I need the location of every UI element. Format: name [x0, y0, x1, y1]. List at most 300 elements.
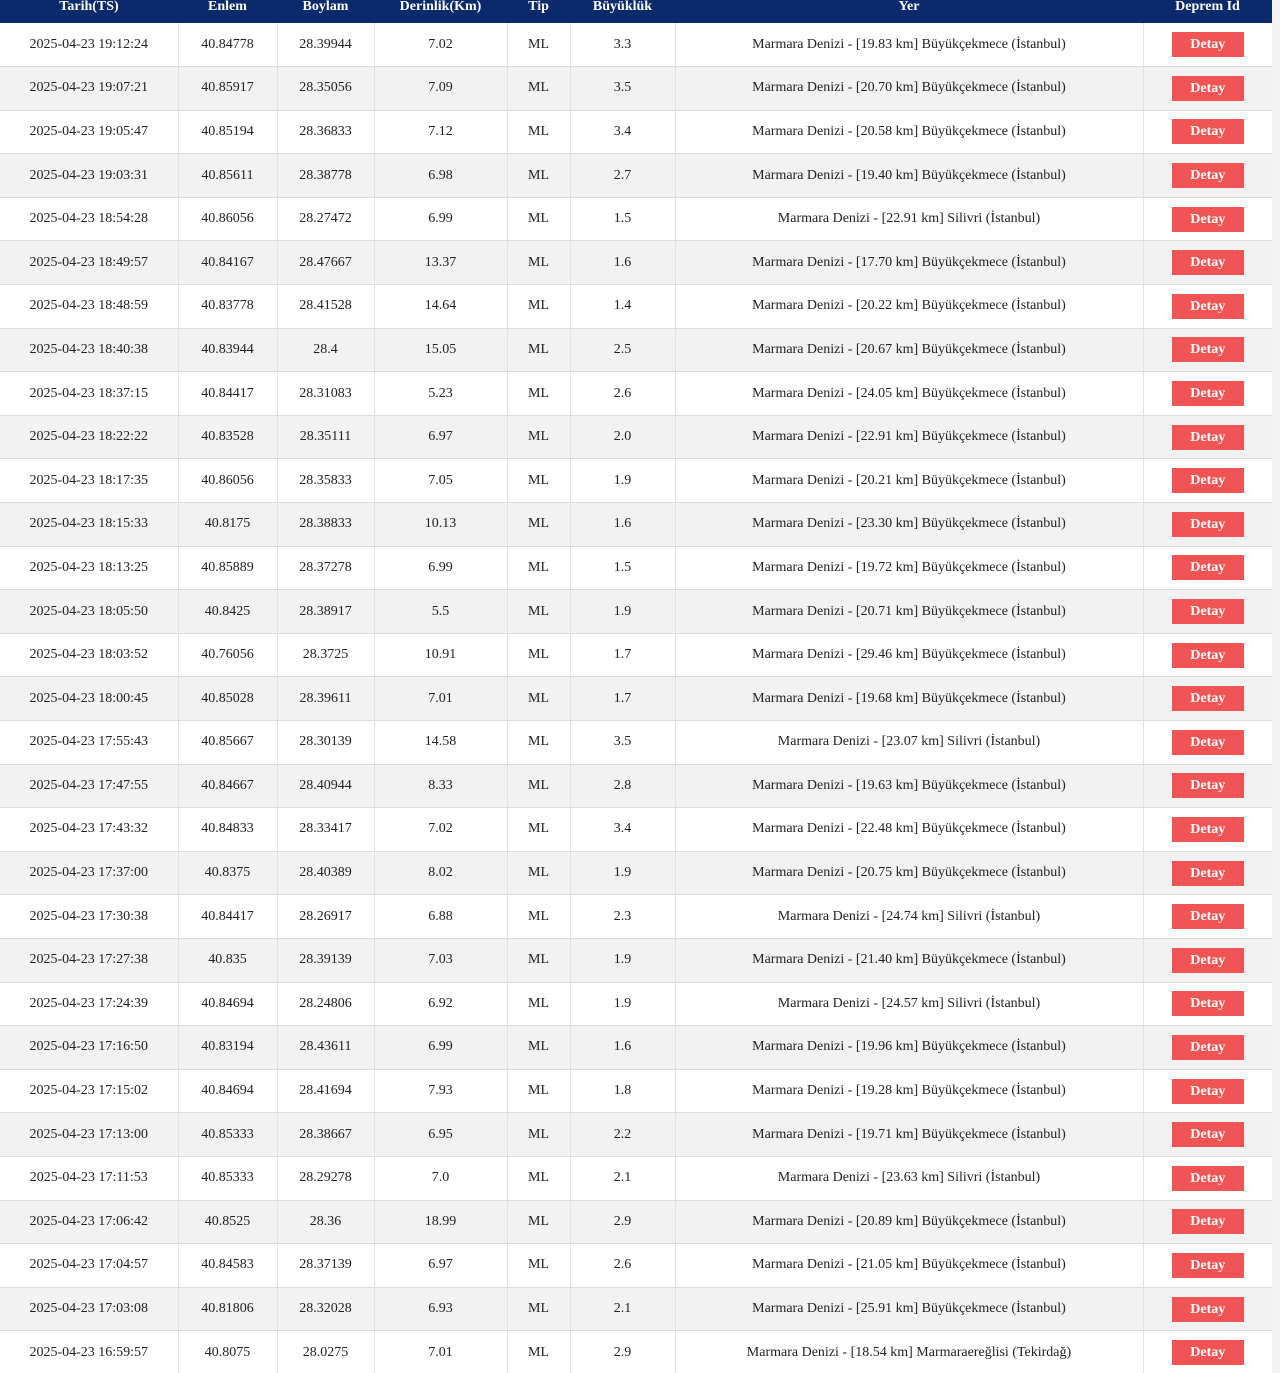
- detail-button[interactable]: Detay: [1172, 425, 1244, 450]
- detail-button[interactable]: Detay: [1172, 599, 1244, 624]
- cell-location: Marmara Denizi - [20.70 km] Büyükçekmece (İstanbul): [675, 67, 1143, 111]
- cell-earthquake-id: [1143, 721, 1272, 765]
- cell-latitude: 40.8075: [178, 1331, 277, 1373]
- cell-type: ML: [507, 633, 570, 677]
- cell-type: ML: [507, 851, 570, 895]
- cell-longitude: 28.38667: [277, 1113, 374, 1157]
- cell-type: ML: [507, 1156, 570, 1200]
- cell-type: ML: [507, 546, 570, 590]
- cell-date: 2025-04-23 19:03:31: [0, 154, 178, 198]
- cell-magnitude: 1.7: [570, 633, 675, 677]
- cell-latitude: 40.84167: [178, 241, 277, 285]
- table-row: [0, 938, 1272, 982]
- cell-earthquake-id: [1143, 23, 1272, 67]
- cell-latitude: 40.81806: [178, 1287, 277, 1331]
- cell-earthquake-id: [1143, 808, 1272, 852]
- cell-latitude: 40.76056: [178, 633, 277, 677]
- column-header-earthquake-id[interactable]: Deprem Id: [1143, 0, 1272, 23]
- cell-longitude: 28.31083: [277, 372, 374, 416]
- cell-depth: 7.93: [374, 1069, 507, 1113]
- cell-depth: 6.93: [374, 1287, 507, 1331]
- cell-depth: 6.92: [374, 982, 507, 1026]
- table-row: [0, 1069, 1272, 1113]
- cell-depth: 15.05: [374, 328, 507, 372]
- cell-latitude: 40.85028: [178, 677, 277, 721]
- cell-location: Marmara Denizi - [23.63 km] Silivri (İstanbul): [675, 1156, 1143, 1200]
- cell-earthquake-id: [1143, 197, 1272, 241]
- cell-magnitude: 2.9: [570, 1200, 675, 1244]
- table-row: [0, 590, 1272, 634]
- cell-latitude: 40.85917: [178, 67, 277, 111]
- cell-earthquake-id: [1143, 1069, 1272, 1113]
- cell-date: 2025-04-23 17:43:32: [0, 808, 178, 852]
- cell-location: Marmara Denizi - [22.91 km] Büyükçekmece (İstanbul): [675, 415, 1143, 459]
- cell-location: Marmara Denizi - [20.21 km] Büyükçekmece (İstanbul): [675, 459, 1143, 503]
- cell-earthquake-id: [1143, 1113, 1272, 1157]
- detail-button[interactable]: Detay: [1172, 861, 1244, 886]
- cell-location: Marmara Denizi - [17.70 km] Büyükçekmece (İstanbul): [675, 241, 1143, 285]
- cell-latitude: 40.85889: [178, 546, 277, 590]
- cell-date: 2025-04-23 18:48:59: [0, 285, 178, 329]
- cell-date: 2025-04-23 17:13:00: [0, 1113, 178, 1157]
- cell-date: 2025-04-23 18:54:28: [0, 197, 178, 241]
- column-header-location[interactable]: Yer: [675, 0, 1143, 23]
- cell-latitude: 40.86056: [178, 459, 277, 503]
- cell-longitude: 28.35833: [277, 459, 374, 503]
- detail-button[interactable]: Detay: [1172, 730, 1244, 755]
- cell-date: 2025-04-23 18:37:15: [0, 372, 178, 416]
- cell-longitude: 28.43611: [277, 1026, 374, 1070]
- cell-type: ML: [507, 1244, 570, 1288]
- cell-date: 2025-04-23 19:12:24: [0, 23, 178, 67]
- cell-depth: 6.99: [374, 1026, 507, 1070]
- cell-latitude: 40.8175: [178, 503, 277, 547]
- cell-location: Marmara Denizi - [29.46 km] Büyükçekmece (İstanbul): [675, 633, 1143, 677]
- cell-magnitude: 1.6: [570, 1026, 675, 1070]
- cell-magnitude: 2.6: [570, 372, 675, 416]
- cell-earthquake-id: [1143, 851, 1272, 895]
- detail-button[interactable]: Detay: [1172, 643, 1244, 668]
- table-row: [0, 633, 1272, 677]
- table-row: [0, 1287, 1272, 1331]
- cell-earthquake-id: [1143, 1200, 1272, 1244]
- cell-date: 2025-04-23 17:37:00: [0, 851, 178, 895]
- header-row: [0, 0, 1272, 23]
- cell-earthquake-id: [1143, 546, 1272, 590]
- cell-magnitude: 2.2: [570, 1113, 675, 1157]
- cell-longitude: 28.27472: [277, 197, 374, 241]
- cell-type: ML: [507, 1113, 570, 1157]
- cell-magnitude: 1.9: [570, 938, 675, 982]
- cell-magnitude: 1.9: [570, 590, 675, 634]
- cell-location: Marmara Denizi - [25.91 km] Büyükçekmece (İstanbul): [675, 1287, 1143, 1331]
- cell-magnitude: 2.1: [570, 1287, 675, 1331]
- cell-depth: 7.03: [374, 938, 507, 982]
- detail-button[interactable]: Detay: [1172, 294, 1244, 319]
- cell-latitude: 40.83194: [178, 1026, 277, 1070]
- detail-button[interactable]: Detay: [1172, 512, 1244, 537]
- cell-magnitude: 2.5: [570, 328, 675, 372]
- cell-location: Marmara Denizi - [19.63 km] Büyükçekmece (İstanbul): [675, 764, 1143, 808]
- table-row: [0, 503, 1272, 547]
- cell-location: Marmara Denizi - [18.54 km] Marmaraereğlisi (Tekirdağ): [675, 1331, 1143, 1373]
- cell-latitude: 40.84694: [178, 982, 277, 1026]
- cell-magnitude: 3.4: [570, 110, 675, 154]
- cell-longitude: 28.26917: [277, 895, 374, 939]
- cell-earthquake-id: [1143, 372, 1272, 416]
- cell-depth: 6.99: [374, 197, 507, 241]
- detail-button[interactable]: Detay: [1172, 1297, 1244, 1322]
- cell-earthquake-id: [1143, 1287, 1272, 1331]
- detail-button[interactable]: Detay: [1172, 817, 1244, 842]
- cell-magnitude: 3.4: [570, 808, 675, 852]
- cell-type: ML: [507, 1069, 570, 1113]
- cell-date: 2025-04-23 18:00:45: [0, 677, 178, 721]
- cell-longitude: 28.37278: [277, 546, 374, 590]
- cell-earthquake-id: [1143, 415, 1272, 459]
- cell-longitude: 28.3725: [277, 633, 374, 677]
- cell-location: Marmara Denizi - [19.96 km] Büyükçekmece (İstanbul): [675, 1026, 1143, 1070]
- cell-type: ML: [507, 415, 570, 459]
- detail-button[interactable]: Detay: [1172, 1209, 1244, 1234]
- cell-earthquake-id: [1143, 328, 1272, 372]
- cell-magnitude: 1.5: [570, 197, 675, 241]
- cell-latitude: 40.84417: [178, 372, 277, 416]
- cell-longitude: 28.30139: [277, 721, 374, 765]
- cell-type: ML: [507, 764, 570, 808]
- cell-earthquake-id: [1143, 895, 1272, 939]
- table-row: [0, 546, 1272, 590]
- cell-latitude: 40.83778: [178, 285, 277, 329]
- table-row: [0, 808, 1272, 852]
- cell-type: ML: [507, 197, 570, 241]
- cell-location: Marmara Denizi - [19.71 km] Büyükçekmece (İstanbul): [675, 1113, 1143, 1157]
- cell-earthquake-id: [1143, 285, 1272, 329]
- detail-button[interactable]: Detay: [1172, 76, 1244, 101]
- cell-latitude: 40.84833: [178, 808, 277, 852]
- cell-latitude: 40.85194: [178, 110, 277, 154]
- cell-type: ML: [507, 808, 570, 852]
- cell-depth: 7.02: [374, 23, 507, 67]
- cell-location: Marmara Denizi - [19.83 km] Büyükçekmece (İstanbul): [675, 23, 1143, 67]
- detail-button[interactable]: Detay: [1172, 1122, 1244, 1147]
- cell-depth: 7.0: [374, 1156, 507, 1200]
- detail-button[interactable]: Detay: [1172, 1035, 1244, 1060]
- cell-location: Marmara Denizi - [23.30 km] Büyükçekmece (İstanbul): [675, 503, 1143, 547]
- cell-magnitude: 2.7: [570, 154, 675, 198]
- cell-earthquake-id: [1143, 241, 1272, 285]
- table-row: [0, 677, 1272, 721]
- detail-button[interactable]: Detay: [1172, 207, 1244, 232]
- cell-location: Marmara Denizi - [23.07 km] Silivri (İstanbul): [675, 721, 1143, 765]
- cell-depth: 14.58: [374, 721, 507, 765]
- cell-date: 2025-04-23 17:27:38: [0, 938, 178, 982]
- cell-date: 2025-04-23 17:55:43: [0, 721, 178, 765]
- table-row: [0, 67, 1272, 111]
- column-header-depth[interactable]: Derinlik(Km): [374, 0, 507, 23]
- cell-earthquake-id: [1143, 459, 1272, 503]
- cell-depth: 8.33: [374, 764, 507, 808]
- column-header-magnitude[interactable]: Büyüklük: [570, 0, 675, 23]
- cell-type: ML: [507, 23, 570, 67]
- table-row: [0, 1156, 1272, 1200]
- cell-magnitude: 2.6: [570, 1244, 675, 1288]
- cell-latitude: 40.84417: [178, 895, 277, 939]
- cell-depth: 6.97: [374, 415, 507, 459]
- cell-latitude: 40.85611: [178, 154, 277, 198]
- cell-date: 2025-04-23 18:03:52: [0, 633, 178, 677]
- cell-date: 2025-04-23 18:15:33: [0, 503, 178, 547]
- page-scrollbar[interactable]: [1272, 0, 1280, 1373]
- cell-location: Marmara Denizi - [19.40 km] Büyükçekmece (İstanbul): [675, 154, 1143, 198]
- cell-depth: 10.91: [374, 633, 507, 677]
- cell-longitude: 28.35111: [277, 415, 374, 459]
- cell-longitude: 28.37139: [277, 1244, 374, 1288]
- cell-type: ML: [507, 154, 570, 198]
- detail-button[interactable]: Detay: [1172, 381, 1244, 406]
- table-row: [0, 415, 1272, 459]
- cell-magnitude: 1.9: [570, 459, 675, 503]
- cell-latitude: 40.86056: [178, 197, 277, 241]
- cell-depth: 7.02: [374, 808, 507, 852]
- cell-depth: 6.98: [374, 154, 507, 198]
- cell-earthquake-id: [1143, 938, 1272, 982]
- cell-longitude: 28.35056: [277, 67, 374, 111]
- table-row: [0, 1331, 1272, 1373]
- cell-date: 2025-04-23 17:24:39: [0, 982, 178, 1026]
- cell-earthquake-id: [1143, 982, 1272, 1026]
- cell-latitude: 40.85333: [178, 1156, 277, 1200]
- detail-button[interactable]: Detay: [1172, 250, 1244, 275]
- cell-depth: 6.97: [374, 1244, 507, 1288]
- cell-latitude: 40.84667: [178, 764, 277, 808]
- cell-magnitude: 2.3: [570, 895, 675, 939]
- table-row: [0, 1200, 1272, 1244]
- cell-latitude: 40.83528: [178, 415, 277, 459]
- cell-magnitude: 1.7: [570, 677, 675, 721]
- detail-button[interactable]: Detay: [1172, 163, 1244, 188]
- cell-longitude: 28.47667: [277, 241, 374, 285]
- cell-date: 2025-04-23 19:07:21: [0, 67, 178, 111]
- cell-depth: 7.12: [374, 110, 507, 154]
- cell-magnitude: 1.6: [570, 241, 675, 285]
- cell-type: ML: [507, 982, 570, 1026]
- cell-magnitude: 2.9: [570, 1331, 675, 1373]
- detail-button[interactable]: Detay: [1172, 948, 1244, 973]
- table-row: [0, 1113, 1272, 1157]
- table-row: [0, 23, 1272, 67]
- detail-button[interactable]: Detay: [1172, 773, 1244, 798]
- cell-depth: 7.09: [374, 67, 507, 111]
- cell-longitude: 28.41528: [277, 285, 374, 329]
- cell-date: 2025-04-23 17:04:57: [0, 1244, 178, 1288]
- table-row: [0, 110, 1272, 154]
- cell-type: ML: [507, 590, 570, 634]
- cell-earthquake-id: [1143, 1026, 1272, 1070]
- cell-location: Marmara Denizi - [19.68 km] Büyükçekmece (İstanbul): [675, 677, 1143, 721]
- cell-magnitude: 1.9: [570, 851, 675, 895]
- cell-depth: 18.99: [374, 1200, 507, 1244]
- table-row: [0, 285, 1272, 329]
- cell-location: Marmara Denizi - [24.74 km] Silivri (İstanbul): [675, 895, 1143, 939]
- cell-location: Marmara Denizi - [20.58 km] Büyükçekmece (İstanbul): [675, 110, 1143, 154]
- table-row: [0, 721, 1272, 765]
- cell-earthquake-id: [1143, 67, 1272, 111]
- cell-magnitude: 2.8: [570, 764, 675, 808]
- detail-button[interactable]: Detay: [1172, 468, 1244, 493]
- column-header-date[interactable]: Tarih(TS): [0, 0, 178, 23]
- table-row: [0, 328, 1272, 372]
- cell-longitude: 28.36833: [277, 110, 374, 154]
- cell-depth: 8.02: [374, 851, 507, 895]
- detail-button[interactable]: Detay: [1172, 1079, 1244, 1104]
- cell-earthquake-id: [1143, 1244, 1272, 1288]
- detail-button[interactable]: Detay: [1172, 991, 1244, 1016]
- detail-button[interactable]: Detay: [1172, 1166, 1244, 1191]
- cell-magnitude: 2.1: [570, 1156, 675, 1200]
- cell-earthquake-id: [1143, 110, 1272, 154]
- detail-button[interactable]: Detay: [1172, 1253, 1244, 1278]
- cell-earthquake-id: [1143, 764, 1272, 808]
- cell-date: 2025-04-23 18:05:50: [0, 590, 178, 634]
- detail-button[interactable]: Detay: [1172, 1340, 1244, 1365]
- detail-button[interactable]: Detay: [1172, 32, 1244, 57]
- table-row: [0, 372, 1272, 416]
- cell-depth: 6.99: [374, 546, 507, 590]
- cell-location: Marmara Denizi - [22.48 km] Büyükçekmece (İstanbul): [675, 808, 1143, 852]
- cell-date: 2025-04-23 18:13:25: [0, 546, 178, 590]
- cell-location: Marmara Denizi - [21.40 km] Büyükçekmece (İstanbul): [675, 938, 1143, 982]
- column-header-longitude[interactable]: Boylam: [277, 0, 374, 23]
- cell-location: Marmara Denizi - [22.91 km] Silivri (İstanbul): [675, 197, 1143, 241]
- table-row: [0, 982, 1272, 1026]
- detail-button[interactable]: Detay: [1172, 686, 1244, 711]
- table-row: [0, 764, 1272, 808]
- cell-longitude: 28.39944: [277, 23, 374, 67]
- cell-earthquake-id: [1143, 1331, 1272, 1373]
- cell-depth: 13.37: [374, 241, 507, 285]
- cell-date: 2025-04-23 17:11:53: [0, 1156, 178, 1200]
- cell-earthquake-id: [1143, 154, 1272, 198]
- cell-type: ML: [507, 677, 570, 721]
- cell-type: ML: [507, 1026, 570, 1070]
- cell-depth: 7.01: [374, 1331, 507, 1373]
- cell-longitude: 28.24806: [277, 982, 374, 1026]
- cell-latitude: 40.85333: [178, 1113, 277, 1157]
- cell-longitude: 28.4: [277, 328, 374, 372]
- cell-location: Marmara Denizi - [19.28 km] Büyükçekmece (İstanbul): [675, 1069, 1143, 1113]
- cell-longitude: 28.0275: [277, 1331, 374, 1373]
- cell-longitude: 28.38833: [277, 503, 374, 547]
- cell-longitude: 28.39611: [277, 677, 374, 721]
- cell-type: ML: [507, 895, 570, 939]
- table-row: [0, 851, 1272, 895]
- cell-longitude: 28.40944: [277, 764, 374, 808]
- cell-magnitude: 1.9: [570, 982, 675, 1026]
- cell-type: ML: [507, 721, 570, 765]
- detail-button[interactable]: Detay: [1172, 904, 1244, 929]
- table-row: [0, 459, 1272, 503]
- cell-type: ML: [507, 67, 570, 111]
- cell-magnitude: 1.6: [570, 503, 675, 547]
- column-header-type[interactable]: Tip: [507, 0, 570, 23]
- table-row: [0, 197, 1272, 241]
- cell-longitude: 28.39139: [277, 938, 374, 982]
- cell-magnitude: 2.0: [570, 415, 675, 459]
- cell-longitude: 28.33417: [277, 808, 374, 852]
- cell-depth: 7.01: [374, 677, 507, 721]
- column-header-latitude[interactable]: Enlem: [178, 0, 277, 23]
- cell-location: Marmara Denizi - [20.22 km] Büyükçekmece (İstanbul): [675, 285, 1143, 329]
- table-row: [0, 895, 1272, 939]
- cell-type: ML: [507, 241, 570, 285]
- table-row: [0, 241, 1272, 285]
- detail-button[interactable]: Detay: [1172, 337, 1244, 362]
- cell-latitude: 40.84778: [178, 23, 277, 67]
- cell-location: Marmara Denizi - [24.05 km] Büyükçekmece (İstanbul): [675, 372, 1143, 416]
- cell-location: Marmara Denizi - [19.72 km] Büyükçekmece (İstanbul): [675, 546, 1143, 590]
- cell-type: ML: [507, 285, 570, 329]
- cell-location: Marmara Denizi - [21.05 km] Büyükçekmece (İstanbul): [675, 1244, 1143, 1288]
- cell-magnitude: 1.8: [570, 1069, 675, 1113]
- cell-date: 2025-04-23 18:17:35: [0, 459, 178, 503]
- cell-latitude: 40.83944: [178, 328, 277, 372]
- cell-location: Marmara Denizi - [20.75 km] Büyükçekmece (İstanbul): [675, 851, 1143, 895]
- cell-location: Marmara Denizi - [20.89 km] Büyükçekmece (İstanbul): [675, 1200, 1143, 1244]
- cell-date: 2025-04-23 16:59:57: [0, 1331, 178, 1373]
- cell-depth: 5.5: [374, 590, 507, 634]
- cell-date: 2025-04-23 18:22:22: [0, 415, 178, 459]
- cell-type: ML: [507, 459, 570, 503]
- cell-type: ML: [507, 1200, 570, 1244]
- cell-latitude: 40.8375: [178, 851, 277, 895]
- cell-type: ML: [507, 1331, 570, 1373]
- detail-button[interactable]: Detay: [1172, 555, 1244, 580]
- table-row: [0, 154, 1272, 198]
- cell-depth: 7.05: [374, 459, 507, 503]
- cell-latitude: 40.8525: [178, 1200, 277, 1244]
- cell-longitude: 28.41694: [277, 1069, 374, 1113]
- cell-type: ML: [507, 1287, 570, 1331]
- cell-longitude: 28.29278: [277, 1156, 374, 1200]
- cell-longitude: 28.38917: [277, 590, 374, 634]
- cell-longitude: 28.36: [277, 1200, 374, 1244]
- cell-latitude: 40.84694: [178, 1069, 277, 1113]
- cell-earthquake-id: [1143, 633, 1272, 677]
- cell-date: 2025-04-23 17:03:08: [0, 1287, 178, 1331]
- cell-latitude: 40.84583: [178, 1244, 277, 1288]
- cell-depth: 14.64: [374, 285, 507, 329]
- cell-latitude: 40.835: [178, 938, 277, 982]
- cell-date: 2025-04-23 17:06:42: [0, 1200, 178, 1244]
- cell-date: 2025-04-23 18:49:57: [0, 241, 178, 285]
- table-row: [0, 1026, 1272, 1070]
- cell-date: 2025-04-23 19:05:47: [0, 110, 178, 154]
- cell-latitude: 40.85667: [178, 721, 277, 765]
- cell-longitude: 28.32028: [277, 1287, 374, 1331]
- detail-button[interactable]: Detay: [1172, 119, 1244, 144]
- cell-type: ML: [507, 503, 570, 547]
- cell-depth: 5.23: [374, 372, 507, 416]
- table-header: [0, 0, 1272, 23]
- cell-depth: 6.95: [374, 1113, 507, 1157]
- cell-location: Marmara Denizi - [20.71 km] Büyükçekmece (İstanbul): [675, 590, 1143, 634]
- cell-date: 2025-04-23 18:40:38: [0, 328, 178, 372]
- cell-longitude: 28.40389: [277, 851, 374, 895]
- cell-date: 2025-04-23 17:30:38: [0, 895, 178, 939]
- cell-date: 2025-04-23 17:16:50: [0, 1026, 178, 1070]
- cell-magnitude: 3.5: [570, 67, 675, 111]
